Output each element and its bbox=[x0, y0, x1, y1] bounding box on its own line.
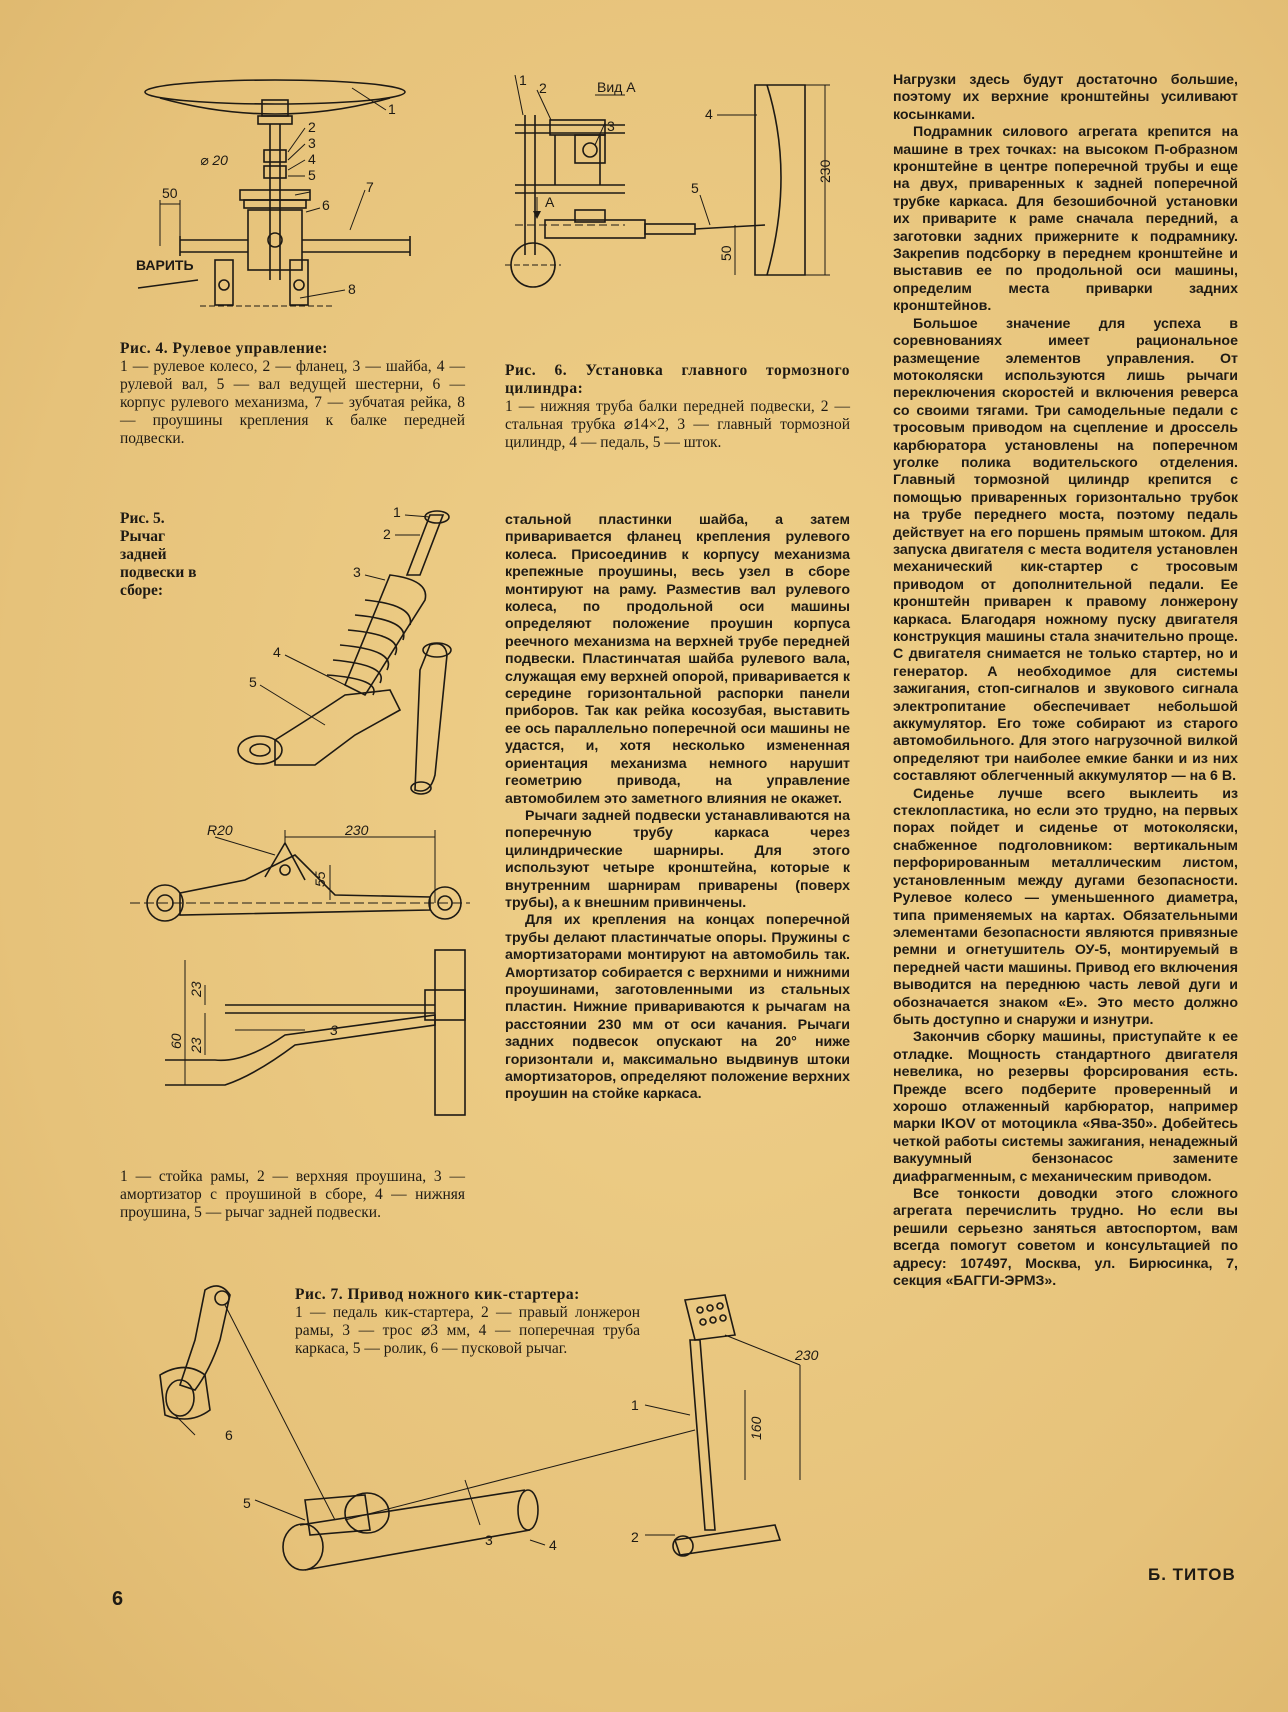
fig4-label-1: 1 bbox=[388, 101, 396, 117]
figure-7-caption bbox=[295, 1286, 640, 1358]
figure-5-plan-svg bbox=[125, 825, 475, 940]
fig7-label-3: 3 bbox=[485, 1532, 493, 1548]
figure-4-caption-body: 1 — рулевое колесо, 2 — фланец, 3 — шайба, 4 — рулевой вал, 5 — вал ведущей шестерни, 6 — корпус рулевого механизма, 7 — зубчатая рейка, 8 — проушины крепления к балке передней подвески. bbox=[120, 358, 465, 447]
fig4-label-2: 2 bbox=[308, 119, 316, 135]
fig4-label-3: 3 bbox=[308, 135, 316, 151]
right-paragraph: Сиденье лучше всего выклеить из стеклопластика, но если это трудно, на первых порах пойдет и сиденье от мотоколяски, снабженное подголовником: вертикальным перфорированным металлическим листом, установленным между дугами безопасности. Рулевое колесо — уменьшенного диаметра, типа применяемых на картах. Обязательными элементами безопасности являются привязные ремни и огнетушитель ОУ-5, монтируемый в передней части машины. Привод его включения выводится на переднюю часть левой дуги и обозначается знаком «Е». Это место должно быть доступно и снаружи и изнутри. bbox=[893, 785, 1238, 1028]
fig6-label-4: 4 bbox=[705, 106, 713, 122]
figure-6-caption-head: Рис. 6. Установка главного тормозного цилиндра: bbox=[505, 362, 850, 397]
fig6-dim-230: 230 bbox=[817, 159, 833, 183]
figure-5-caption-head: Рис. 5. Рычаг задней подвески в сборе: bbox=[120, 510, 197, 599]
figure-5-lever-assembly-drawing bbox=[215, 505, 475, 810]
fig6-label-2: 2 bbox=[539, 80, 547, 96]
right-paragraph: Большое значение для успеха в соревнованиях имеет рациональное размещение элементов управления. От мотоколяски используются лишь рычаги переключения скоростей и включения реверса со своими тягами. Три самодельные педали с тросовым приводом на сцепление и дроссель карбюратора установлены на поперечном уголке полика водительского отделения. Главный тормозной цилиндр крепится с помощью приваренных горизонтально трубок на трубе переднего моста, поэтому педаль действует на его поршень прямым штоком. Для запуска двигателя с места водителя установлен механический кик-стартер с тросовым приводом от дополнительной педали. Ее кронштейн приварен к правому лонжерону каркаса. Благодаря ножному пуску двигателя конструкция машины стала значительно проще. С двигателя снимается не только стартер, но и генератор. А необходимое для системы зажигания, стоп-сигналов и звукового сигнала электропитание обеспечивает небольшой аккумулятор. Его тоже собирают из старого автомобильного. Для этого нагрузочной вилкой определяют три наиболее емкие банки и из них составляют облегченный аккумулятор — на 6 В. bbox=[893, 315, 1238, 785]
fig5-dim-230: 230 bbox=[345, 825, 369, 838]
fig7-dim-230: 230 bbox=[795, 1347, 819, 1363]
author-signature: Б. ТИТОВ bbox=[1148, 1565, 1236, 1584]
figure-5-lever-plan-drawing bbox=[125, 825, 475, 940]
figure-4-svg bbox=[120, 70, 465, 335]
fig4-dim-20: ⌀ 20 bbox=[200, 152, 228, 168]
right-paragraph: Подрамник силового агрегата крепится на машине в трех точках: на высоком П-образном кронштейне в центре поперечной трубы и еще на двух, приваренных к задней поперечной трубке каркаса. Для безошибочной установки их приварите к раме сначала передний, а заготовки задних прижерните к подрамнику. Закрепив подсборку в переднем кронштейне и выставив ее по продольной оси машины, определим места приварки задних кронштейнов. bbox=[893, 124, 1238, 315]
figure-4-steering-drawing bbox=[120, 70, 465, 335]
page-number: 6 bbox=[112, 1588, 124, 1610]
figure-5-caption-head-block bbox=[120, 510, 210, 600]
figure-7-caption-body: 1 — педаль кик-стартера, 2 — правый лонжерон рамы, 3 — трос ⌀3 мм, 4 — поперечная труба каркаса, 5 — ролик, 6 — пусковой рычаг. bbox=[295, 1304, 640, 1357]
fig5-label-1: 1 bbox=[393, 505, 401, 520]
figure-6-brake-cylinder-drawing bbox=[505, 75, 850, 320]
figure-5-caption bbox=[120, 1168, 465, 1222]
fig5-label-2: 2 bbox=[383, 526, 391, 542]
figure-4-caption-head: Рис. 4. Рулевое управление: bbox=[120, 340, 328, 357]
figure-5-side-svg bbox=[145, 945, 475, 1120]
fig6-dim-50: 50 bbox=[718, 245, 734, 261]
middle-paragraph: стальной пластинки шайба, а затем приваривается фланец крепления рулевого колеса. Присоединив к корпусу механизма крепежные проушины, весь узел в сборе монтируют на раму. Разместив вал рулевого колеса, по продольной оси машины определяют положение проушин корпуса реечного механизма на верхней трубе передней подвески. Пластинчатая шайба рулевого вала, служащая ему верхней опорой, приваривается к середине горизонтальной распорки панели приборов. Так как рейка косозубая, выставить ее ось параллельно поперечной оси машины не удастся, и, хотя несколько измененная ориентация механизма немного нарушит геометрию привода, на управление автомобилем это заметного влияния не окажет. bbox=[505, 512, 850, 807]
middle-paragraph: Для их крепления на концах поперечной трубы делают пластинчатые опоры. Пружины с амортизаторами монтируют на автомобиль так. Амортизатор собирается с верхними и нижними проушинами, заготовленными из стальных пластин. Нижние привариваются к рычагам на расстоянии 230 мм от оси качания. Рычаги задних подвесок опускают на 20° ниже горизонтали и, максимально выдвинув штоки амортизаторов, определяют положение верхних проушин на стойке каркаса. bbox=[505, 912, 850, 1103]
fig5-dim-r20: R20 bbox=[207, 825, 233, 838]
figure-5-svg bbox=[215, 505, 475, 810]
middle-paragraph: Рычаги задней подвески устанавливаются на поперечную трубу каркаса через цилиндрические шарниры. Для этого используют четыре кронштейна, которые к внутренним шарнирам приварены (поверх трубы), а к внешним привинчены. bbox=[505, 807, 850, 911]
figure-6-svg bbox=[505, 75, 850, 320]
fig5-dim-60: 60 bbox=[168, 1033, 184, 1049]
fig5-dim-23a: 23 bbox=[188, 981, 204, 997]
fig7-label-1: 1 bbox=[631, 1397, 639, 1413]
fig7-label-2: 2 bbox=[631, 1529, 639, 1545]
fig4-label-7: 7 bbox=[366, 179, 374, 195]
fig7-dim-160: 160 bbox=[748, 1416, 764, 1440]
figure-5-lever-side-drawing bbox=[145, 945, 475, 1120]
fig7-label-5: 5 bbox=[243, 1495, 251, 1511]
figure-6-caption-body: 1 — нижняя труба балки передней подвески, 2 — стальная трубка ⌀14×2, 3 — главный тормозной цилиндр, 4 — педаль, 5 — шток. bbox=[505, 398, 850, 451]
figure-4-caption bbox=[120, 340, 465, 448]
fig6-label-5: 5 bbox=[691, 180, 699, 196]
right-paragraph: Закончив сборку машины, приступайте к ее отладке. Мощность стандартного двигателя невелика, но резервы форсирования есть. Прежде всего подберите проверенный и хорошо отлаженный карбюратор, например марки IKOV от мотоцикла «Ява-350». Добейтесь четкой работы системы зажигания, ненадежный вакуумный бензонасос замените диафрагменным, с механическим приводом. bbox=[893, 1029, 1238, 1185]
fig5-label-5: 5 bbox=[249, 674, 257, 690]
fig6-label-3: 3 bbox=[607, 118, 615, 134]
fig6-label-a: А bbox=[545, 194, 555, 210]
figure-6-caption bbox=[505, 362, 850, 452]
fig5-label-4: 4 bbox=[273, 644, 281, 660]
fig6-label-1: 1 bbox=[519, 75, 527, 88]
fig4-label-8: 8 bbox=[348, 281, 356, 297]
fig4-label-4: 4 bbox=[308, 151, 316, 167]
fig4-weld-label: ВАРИТЬ bbox=[136, 257, 194, 273]
right-paragraph: Нагрузки здесь будут достаточно большие, поэтому их верхние кронштейны усиливают косынками. bbox=[893, 72, 1238, 123]
fig4-label-5: 5 bbox=[308, 167, 316, 183]
fig5-dim-3: 3 bbox=[330, 1022, 338, 1038]
article-right-column bbox=[893, 72, 1238, 1290]
fig5-label-3: 3 bbox=[353, 564, 361, 580]
figure-5-caption-body: 1 — стойка рамы, 2 — верхняя проушина, 3 — амортизатор с проушиной в сборе, 4 — нижняя проушина, 5 — рычаг задней подвески. bbox=[120, 1168, 465, 1221]
fig5-dim-55: 55 bbox=[312, 871, 328, 887]
figure-7-caption-head: Рис. 7. Привод ножного кик-стартера: bbox=[295, 1286, 580, 1303]
fig7-label-6: 6 bbox=[225, 1427, 233, 1443]
fig5-dim-23b: 23 bbox=[188, 1037, 204, 1053]
fig4-label-6: 6 bbox=[322, 197, 330, 213]
fig7-label-4: 4 bbox=[549, 1537, 557, 1553]
right-paragraph: Все тонкости доводки этого сложного агрегата перечислить трудно. Но если вы решили серьезно заняться автоспортом, вам всегда помогут советом и консультацией по адресу: 107497, Москва, ул. Бирюсинка, 7, секция «БАГГИ-ЭРМЗ». bbox=[893, 1186, 1238, 1290]
article-middle-column bbox=[505, 512, 850, 1104]
fig4-dim-50: 50 bbox=[162, 185, 178, 201]
fig6-view-label: Вид А bbox=[597, 79, 636, 95]
